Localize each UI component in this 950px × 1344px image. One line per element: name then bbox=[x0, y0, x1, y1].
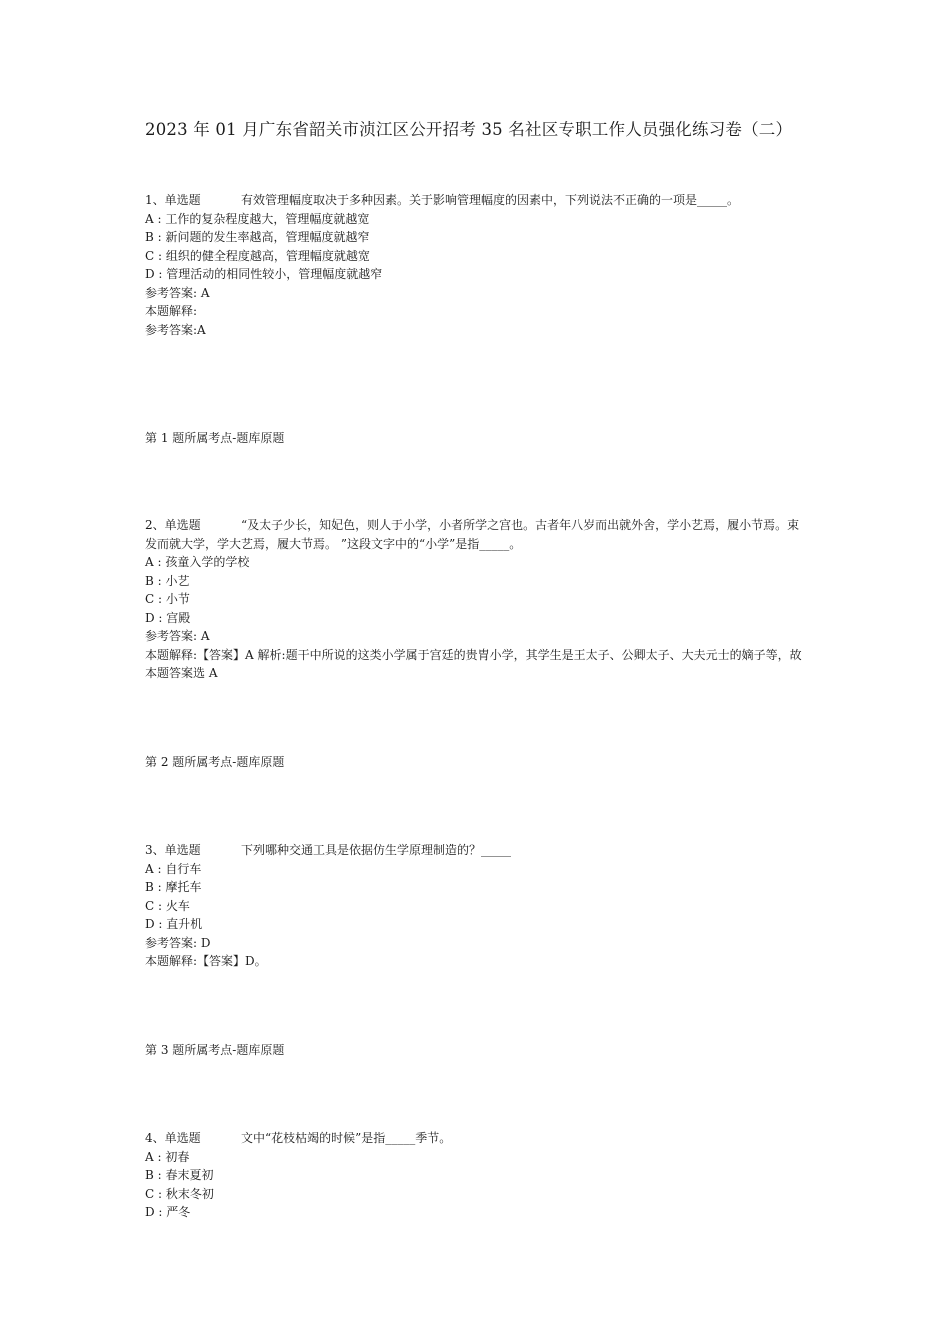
explanation: 本题解释: bbox=[145, 304, 198, 318]
question-text: 文中“花枝枯竭的时候”是指_____季节。 bbox=[241, 1131, 452, 1145]
option-d: D : 严冬 bbox=[145, 1205, 191, 1219]
question-4 bbox=[145, 1129, 805, 1222]
question-number: 4、单选题 bbox=[145, 1131, 201, 1145]
document-page bbox=[145, 118, 805, 1219]
explanation: 本题解释:【答案】D。 bbox=[145, 954, 267, 968]
option-b: B : 小艺 bbox=[145, 573, 190, 588]
explanation: 本题解释:【答案】A 解析:题干中所说的这类小学属于宫廷的贵胄小学，其学生是王太子、公卿太子、大夫元士的嫡子等，故本题答案选 A bbox=[145, 647, 802, 680]
reference-answer: 参考答案: D bbox=[145, 935, 211, 950]
option-c: C : 小节 bbox=[145, 592, 190, 606]
option-c: C : 火车 bbox=[145, 898, 190, 913]
option-b: B : 春末夏初 bbox=[145, 1168, 214, 1182]
option-a: A : 孩童入学的学校 bbox=[145, 555, 250, 569]
question-text: 下列哪种交通工具是依据仿生学原理制造的？_____ bbox=[241, 843, 512, 857]
reference-answer: 参考答案: A bbox=[145, 629, 210, 643]
knowledge-point-1: 第 1 题所属考点-题库原题 bbox=[145, 431, 285, 445]
knowledge-point-2: 第 2 题所属考点-题库原题 bbox=[145, 755, 285, 769]
reference-answer-extra: 参考答案:A bbox=[145, 322, 206, 337]
option-d: D : 直升机 bbox=[145, 917, 203, 931]
option-d: D : 宫殿 bbox=[145, 610, 191, 625]
question-text: 有效管理幅度取决于多种因素。关于影响管理幅度的因素中，下列说法不正确的一项是_____。 bbox=[241, 193, 740, 207]
question-text: “及太子少长，知妃色，则人于小学，小者所学之宫也。古者年八岁而出就外舍，学小艺焉，履小节焉。束发而就大学，学大艺焉，履大节焉。 ”这段文字中的“小学”是指_____。 bbox=[145, 518, 800, 551]
question-stem bbox=[145, 191, 805, 210]
question-3 bbox=[145, 841, 805, 971]
question-1 bbox=[145, 191, 805, 339]
question-number: 1、单选题 bbox=[145, 193, 201, 207]
reference-answer: 参考答案: A bbox=[145, 285, 210, 300]
option-c: C : 秋末冬初 bbox=[145, 1186, 214, 1201]
document-title: 2023 年 01 月广东省韶关市浈江区公开招考 35 名社区专职工作人员强化练习卷（二） bbox=[145, 120, 793, 139]
option-c: C : 组织的健全程度越高，管理幅度就越宽 bbox=[145, 248, 370, 263]
question-stem bbox=[145, 1129, 805, 1148]
option-a: A : 工作的复杂程度越大，管理幅度就越宽 bbox=[145, 211, 370, 226]
question-stem bbox=[145, 516, 805, 553]
option-b: B : 摩托车 bbox=[145, 880, 202, 894]
question-2 bbox=[145, 516, 805, 683]
option-b: B : 新问题的发生率越高，管理幅度就越窄 bbox=[145, 230, 370, 244]
question-number: 2、单选题 bbox=[145, 518, 201, 532]
knowledge-point-3: 第 3 题所属考点-题库原题 bbox=[145, 1043, 285, 1057]
option-d: D : 管理活动的相同性较小，管理幅度就越窄 bbox=[145, 267, 383, 281]
question-number: 3、单选题 bbox=[145, 843, 201, 857]
option-a: A : 初春 bbox=[145, 1149, 190, 1164]
option-a: A : 自行车 bbox=[145, 861, 202, 876]
question-stem bbox=[145, 841, 805, 860]
